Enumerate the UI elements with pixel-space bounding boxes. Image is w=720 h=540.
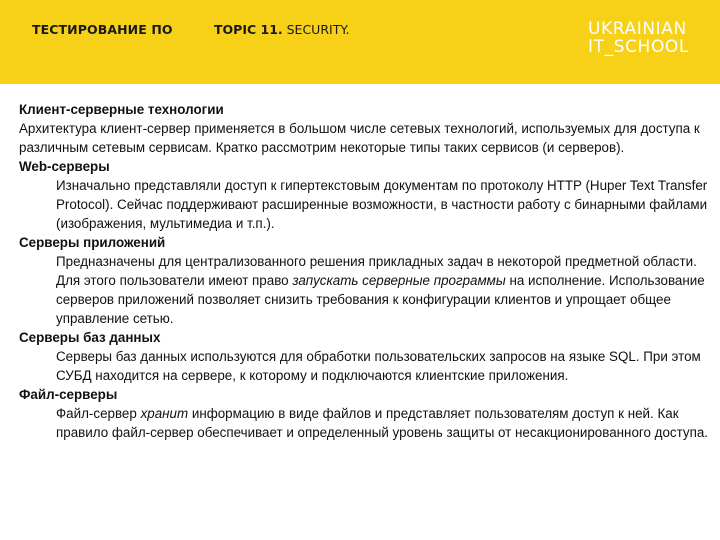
intro-paragraph: Архитектура клиент-сервер применяется в большом числе сетевых технологий, используемых для доступа к различным сетевым сервисам. Кратко рассмотрим некоторые типы таких сервисов (и серверов). bbox=[19, 121, 700, 155]
school-logo bbox=[588, 20, 689, 56]
web-servers-text: Изначально представляли доступ к гипертекстовым документам по протоколу HTTP (Huper Text Transfer Protocol). Сейчас поддерживают расширенные возможности, в частности работу с бинарными файлами (изображения, мультимедиа и т.п.). bbox=[56, 178, 708, 231]
app-servers-heading: Серверы приложений bbox=[19, 235, 166, 250]
db-servers-text: Серверы баз данных используются для обработки пользовательских запросов на языке SQL. При этом СУБД находится на сервере, к которому и подключаются клиентские приложения. bbox=[56, 349, 701, 383]
app-servers-text bbox=[19, 252, 709, 328]
course-label: ТЕСТИРОВАНИЕ ПО bbox=[32, 22, 173, 37]
web-servers-heading: Web-серверы bbox=[19, 159, 110, 174]
file-text-part-1: Файл-сервер bbox=[56, 406, 141, 421]
slide-content bbox=[19, 100, 709, 442]
app-text-italic: запускать серверные программы bbox=[292, 273, 506, 288]
file-text-part-2: информацию в виде файлов и представляет пользователям доступ к ней. Как правило файл-сервер обеспечивает и определенный уровень защиты от несакционированного доступа. bbox=[56, 406, 709, 440]
logo-line-1: UKRAINIAN bbox=[588, 19, 687, 39]
file-servers-text bbox=[19, 404, 709, 442]
logo-line-2: IT_SCHOOL bbox=[588, 37, 689, 57]
slide-title: Клиент-серверные технологии bbox=[19, 102, 224, 117]
topic-number: TOPIC 11. bbox=[214, 22, 283, 37]
file-servers-heading: Файл-серверы bbox=[19, 387, 118, 402]
db-servers-heading: Серверы баз данных bbox=[19, 330, 161, 345]
file-text-italic: хранит bbox=[140, 406, 189, 421]
app-text-part-1: Предназначены для централизованного решения прикладных задач в некоторой предметной области. Для этого пользователи имеют право bbox=[56, 254, 697, 288]
app-text-part-2: на исполнение. Использование серверов приложений позволяет снизить требования к конфигурации клиентов и упрощает общее управление сетью. bbox=[56, 273, 705, 326]
topic-name: SECURITY. bbox=[286, 22, 350, 37]
topic-title bbox=[214, 22, 349, 37]
header-bar bbox=[0, 0, 720, 84]
